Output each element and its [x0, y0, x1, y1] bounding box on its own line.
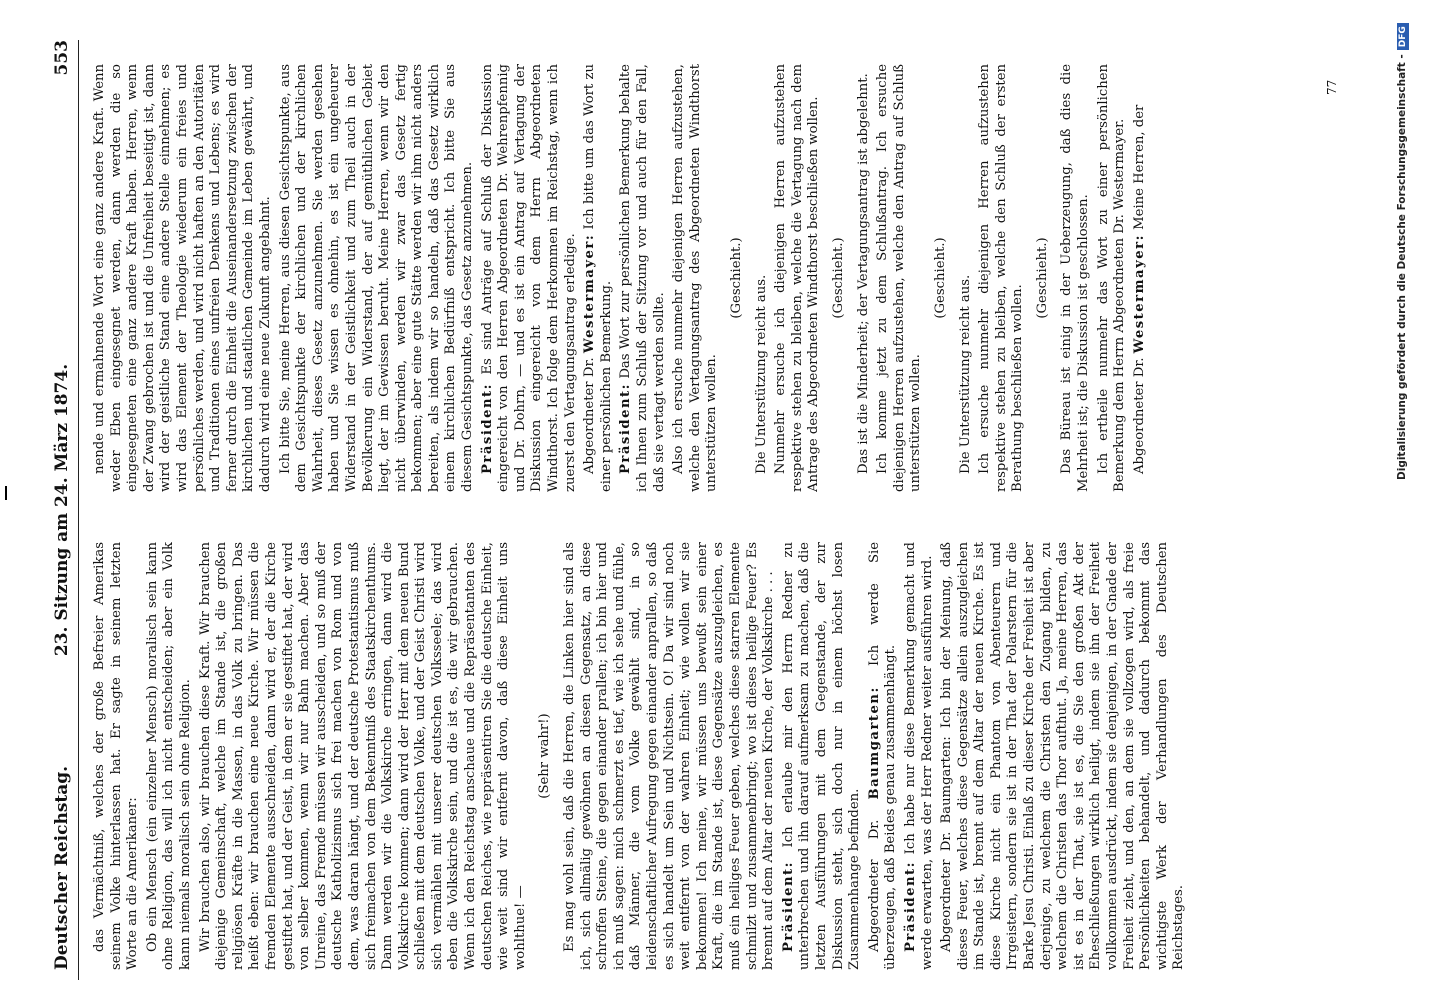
paragraph: Präsident: Ich habe nur diese Bemerkung gemacht und werde erwarten, was der Herr Redner weiter ausführen wird.	[902, 542, 935, 970]
paragraph: Abgeordneter Dr. Baumgarten: Ich werde Sie überzeugen, daß Beides genau zusammenhängt.	[866, 542, 899, 970]
paragraph: das Vermächtniß, welches der große Befreier Amerikas seinem Volke hinterlassen hat. Er sagte in seinem letzten Worte an die Amerikaner:	[92, 542, 141, 970]
signature-mark: 77	[1325, 79, 1339, 95]
paragraph: Es mag wohl sein, daß die Herren, die Linken hier sind als ich, sich allmälig gewöhnen an diesen Gegensatz, an diese schroffen Steine, die gegen einander prallen; ich bin hier und ich muß sagen: mich schmerzt es tief, wie ich sehe und fühle, daß Männer, die vom Volke gewählt sind, in so leidenschaftlicher Aufregung gegen einander anprallen, so daß es sich handelt um Sein und Nichtsein. O! Da wir sind noch weit entfernt von der wahren Einheit; wie wollen wir sie bekommen! Ich meine, wir müssen uns bewußt sein einer Kraft, die im Stande ist, diese Gegensätze auszugleichen, es muß ein heiliges Feuer geben, welches diese starren Elemente schmilzt und zusammenbringt; wo ist dieses heilige Feuer? Es brennt auf dem Altar der neuen Kirche, der Volkskirche . . .	[562, 542, 777, 970]
paragraph: Präsident: Es sind Anträge auf Schluß der Diskussion eingereicht von den Herren Abgeordneten Dr. Wehrenpfennig und Dr. Dohrn, — und es ist ein Antrag auf Vertagung der Diskussion eingereicht von dem Herrn Abgeordneten Windthorst. Ich folge dem Herkommen im Reichstag, wenn ich zuerst den Vertagungsantrag erledige.	[479, 64, 578, 492]
header-session: 23. Sitzung am 24. März 1874.	[52, 363, 72, 657]
stage-direction: (Geschieht.)	[830, 237, 846, 319]
speaker-name: Baumgarten:	[866, 686, 882, 800]
speaker-name: Präsident:	[618, 382, 634, 474]
paragraph: Ich ertheile nunmehr das Wort zu einer persönlichen Bemerkung dem Herrn Abgeordneten Dr. Westermayer.	[1095, 64, 1128, 492]
header-title: Deutscher Reichstag.	[52, 765, 72, 970]
dfg-badge: DFG	[1397, 23, 1409, 50]
speaker-name: Präsident:	[780, 860, 796, 952]
paragraph: Präsident: Ich erlaube mir den Herrn Redner zu unterbrechen und ihn darauf aufmerksam zu machen, daß die letzten Ausführungen mit dem Gegenstande, der zur Diskussion steht, sich doch nur in einem höchst losen Zusammenhange befinden.	[780, 542, 863, 970]
page-number: 553	[52, 40, 72, 76]
paragraph: Das Büreau ist einig in der Ueberzeugung, daß dies die Mehrheit ist; die Diskussion ist geschlossen.	[1059, 64, 1092, 492]
speaker-name: Präsident:	[902, 860, 918, 952]
paragraph: Ob ein Mensch (ein einzelner Mensch) moralisch sein kann ohne Religion, das will ich nicht entscheiden; aber ein Volk kann niemals moralisch sein ohne Religion.	[144, 542, 193, 970]
paragraph: Die Unterstützung reicht aus.	[957, 274, 973, 474]
paragraph: Die Unterstützung reicht aus.	[753, 274, 769, 474]
paragraph: Abgeordneter Dr. Westermayer: Meine Herren, der	[1131, 104, 1147, 474]
paragraph: Wir brauchen also, wir brauchen diese Kraft. Wir brauchen diejenige Gemeinschaft, welche im Stande ist, die großen religiösen Kräfte in die Massen, in das Volk zu bringen. Das heißt eben: wir brauchen eine neue Kirche. Wir müssen die fremden Elemente ausschneiden, dann wird er, der die Kirche gestiftet hat, und der Geist, in dem er sie gestiftet hat, der wird von selber kommen, wenn wir nur Bahn machen. Aber das Unreine, das Fremde müssen wir ausscheiden, und so muß der deutsche Katholizismus sich frei machen von Rom und von dem, was daran hängt, und der deutsche Protestantismus muß sich freimachen von dem Bekenntniß des Staatskirchenthums. Dann werden wir die Volkskirche erringen, dann wird die Volkskirche kommen; dann wird der Herr mit dem neuen Bund schließen mit dem deutschen Volke, und der Geist Christi wird sich vermählen mit unserer deutschen Volksseele; das wird eben die Volkskirche sein, und die ist es, die wir gebrauchen. Wenn ich den Reichstag anschaue und die Repräsentanten des deutschen Reiches, wie repräsentiren Sie die deutsche Einheit, wie weit sind wir entfernt davon, daß diese Einheit uns wohlthue! —	[197, 542, 528, 970]
speaker-name: Präsident:	[479, 382, 495, 474]
paragraph: Ich komme jetzt zu dem Schlußantrag. Ich ersuche diejenigen Herren aufzustehen, welche den Antrag auf Schluß unterstützen wollen.	[875, 64, 924, 492]
paragraph: Nunmehr ersuche ich diejenigen Herren aufzustehen respektive stehen zu bleiben, welche die Vertagung nach dem Antrage des Abgeordneten Windthorst beschließen wollen.	[773, 64, 822, 492]
paragraph: Ich bitte Sie, meine Herren, aus diesen Gesichtspunkte, aus dem Gesichtspunkte der kirchlichen und der kirchlichen Wahrheit, dieses Gesetz anzunehmen. Sie werden gesehen haben und Sie wissen es ohnehin, es ist ein ungeheurer Widerstand in der Geistlichkeit und zum Theil auch in der Bevölkerung ein Widerstand, der auf gemüthlichen Gebiet liegt, der im Gewissen beruht. Meine Herren, wenn wir den nicht überwinden, werden wir zwar das Gesetz fertig bekommen; aber eine gute Stätte werden wir ihm nicht anders bereiten, als indem wir so handeln, daß das Gesetz wirklich einem kirchlichen Bedürfniß entspricht. Ich bitte Sie aus diesem Gesichtspunkte, das Gesetz anzunehmen.	[277, 64, 476, 492]
paragraph: Ich ersuche nunmehr diejenigen Herren aufzustehen respektive stehen zu bleiben, welche den Schluß der ersten Berathung beschließen wollen.	[977, 64, 1026, 492]
speaker-name: Westermayer:	[582, 233, 598, 354]
text-column-left	[92, 542, 1392, 970]
stage-direction: (Geschieht.)	[1034, 237, 1050, 319]
speaker-name: Westermayer:	[1131, 234, 1147, 354]
page-header	[50, 40, 79, 980]
stage-direction: (Geschieht.)	[728, 237, 744, 319]
stage-direction: (Sehr wahr!)	[537, 713, 553, 799]
binding-mark	[5, 486, 7, 500]
paragraph: Also ich ersuche nunmehr diejenigen Herren aufzustehen, welche den Vertagungsantrag des Abgeordneten Windthorst unterstützen wollen.	[671, 64, 720, 492]
digitization-credit	[1396, 0, 1409, 480]
text-column-right	[92, 64, 1392, 492]
paragraph: Abgeordneter Dr. Westermayer: Ich bitte um das Wort zu einer persönlichen Bemerkung.	[582, 64, 614, 492]
paragraph: Das ist die Minderheit; der Vertagungsantrag ist abgelehnt.	[855, 73, 871, 474]
paragraph: nende und ermahnende Wort eine ganz andere Kraft. Wenn weder Eben eingesegnet werden, dann werden die so eingesegneten eine ganz andere Kraft haben. Herren, wenn der Zwang gebrochen ist und die Unfreiheit beseitigt ist, dann wird der geistliche Stand eine andere Stelle einnehmen; es wird das Element der Theologie wiederum ein freies und persönliches werden, und wird nicht haften an den Autoritäten und Traditionen eines unfreien Denkens und Lebens; es wird ferner durch die Einheit die Auseinandersetzung zwischen der kirchlichen und staatlichen Gemeinde im Leben gewährt, und dadurch wird eine neue Zukunft angebahnt.	[92, 64, 273, 492]
credit-text: Digitalisierung gefördert durch die Deutsche Forschungsgemeinschaft -	[1396, 54, 1408, 480]
stage-direction: (Geschieht.)	[932, 237, 948, 319]
paragraph: Abgeordneter Dr. Baumgarten: Ich bin der Meinung, daß dieses Feuer, welches diese Gegensätze allein auszugleichen im Stande ist, brennt auf dem Altar der neuen Kirche. Es ist diese Kirche nicht ein Phantom von Abenteurern und Irrgeistern, sondern sie ist in der That der Polarstern für die Barke Jesu Christi. Einlaß zu dieser Kirche der Freiheit ist aber derjenige, zu welchem die Christen den Zugang bilden, zu welchem die Christen das Thor aufthut. Ja, meine Herren, das ist es in der That, sie ist es, die Sie den großen Akt der Eheschließungen wirklich heiligt, indem sie ihn der Freiheit vollkommen ausdrückt, indem sie denjenigen, in der Gnade der Freiheit zieht, und den, an dem sie vollzogen wird, als freie Persönlichkeiten behandelt, und dadurch bekommt das wichtigste Werk der Verhandlungen des Deutschen Reichstages.	[939, 542, 1187, 970]
paragraph: Präsident: Das Wort zur persönlichen Bemerkung behalte ich Ihnen zum Schluß der Sitzung vor und auch für den Fall, daß sie vertagt werden sollte.	[618, 64, 667, 492]
